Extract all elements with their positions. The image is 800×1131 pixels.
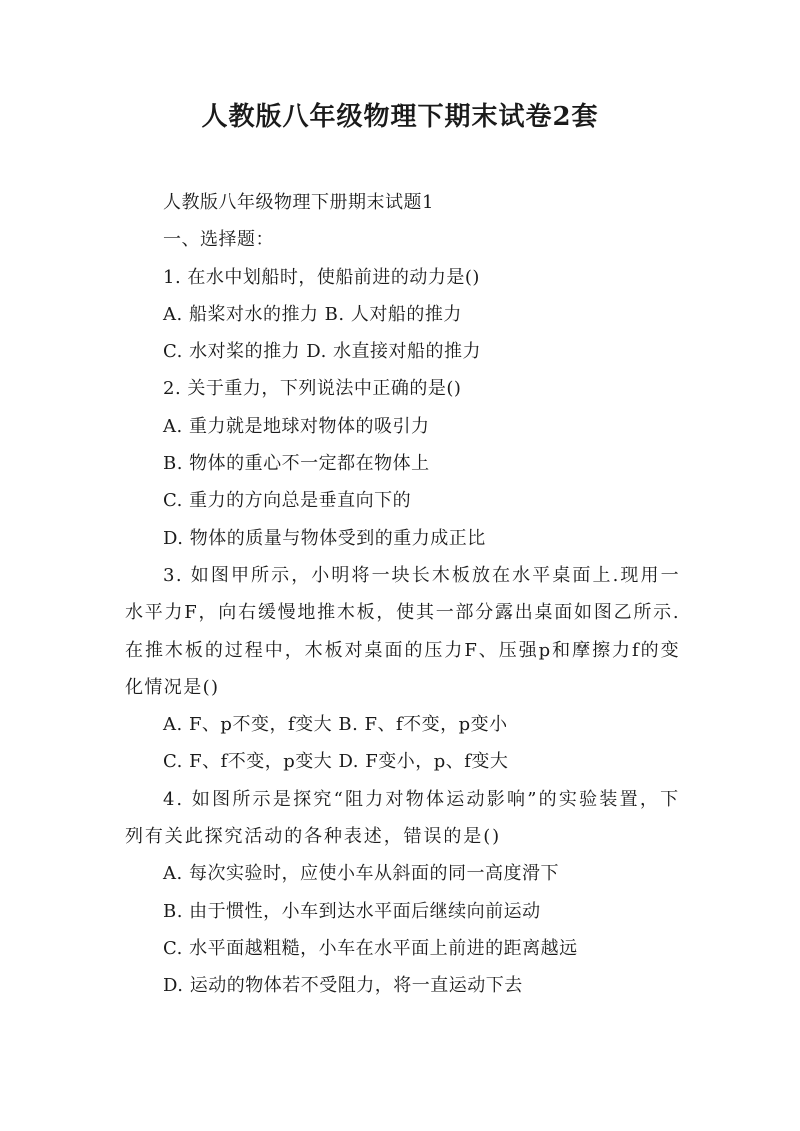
question-4-stem: 4. 如图所示是探究“阻力对物体运动影响”的实验装置，下列有关此探究活动的各种表述，错误的是() <box>125 788 680 848</box>
question-1-options-ab: A. 船桨对水的推力 B. 人对船的推力 <box>163 303 462 325</box>
question-4-option-a: A. 每次实验时，应使小车从斜面的同一高度滑下 <box>163 863 559 885</box>
question-3-stem: 3. 如图甲所示，小明将一块长木板放在水平桌面上.现用一水平力F，向右缓慢地推木板，使其一部分露出桌面如图乙所示.在推木板的过程中，木板对桌面的压力F、压强p和摩擦力f的变化情况是() <box>125 564 680 698</box>
question-2-option-c: C. 重力的方向总是垂直向下的 <box>163 490 412 512</box>
question-1-stem: 1. 在水中划船时，使船前进的动力是() <box>163 266 480 288</box>
question-4-option-c: C. 水平面越粗糙，小车在水平面上前进的距离越远 <box>163 937 578 959</box>
question-3-options-cd: C. F、f不变，p变大 D. F变小，p、f变大 <box>163 751 509 773</box>
question-2-option-a: A. 重力就是地球对物体的吸引力 <box>163 415 430 437</box>
document-body <box>125 184 680 1005</box>
question-2-option-b: B. 物体的重心不一定都在物体上 <box>163 453 430 475</box>
page-title: 人教版八年级物理下期末试卷2套 <box>201 102 599 132</box>
question-2-option-d: D. 物体的质量与物体受到的重力成正比 <box>163 527 486 549</box>
question-3-options-ab: A. F、p不变，f变大 B. F、f不变，p变小 <box>163 714 508 736</box>
question-4-option-b: B. 由于惯性，小车到达水平面后继续向前运动 <box>163 900 541 922</box>
section-title: 人教版八年级物理下册期末试题1 <box>163 192 434 213</box>
question-1-options-cd: C. 水对桨的推力 D. 水直接对船的推力 <box>163 341 482 363</box>
part-label: 一、选择题： <box>163 229 274 251</box>
question-4-option-d: D. 运动的物体若不受阻力，将一直运动下去 <box>163 975 523 997</box>
question-2-stem: 2. 关于重力，下列说法中正确的是() <box>163 378 462 400</box>
